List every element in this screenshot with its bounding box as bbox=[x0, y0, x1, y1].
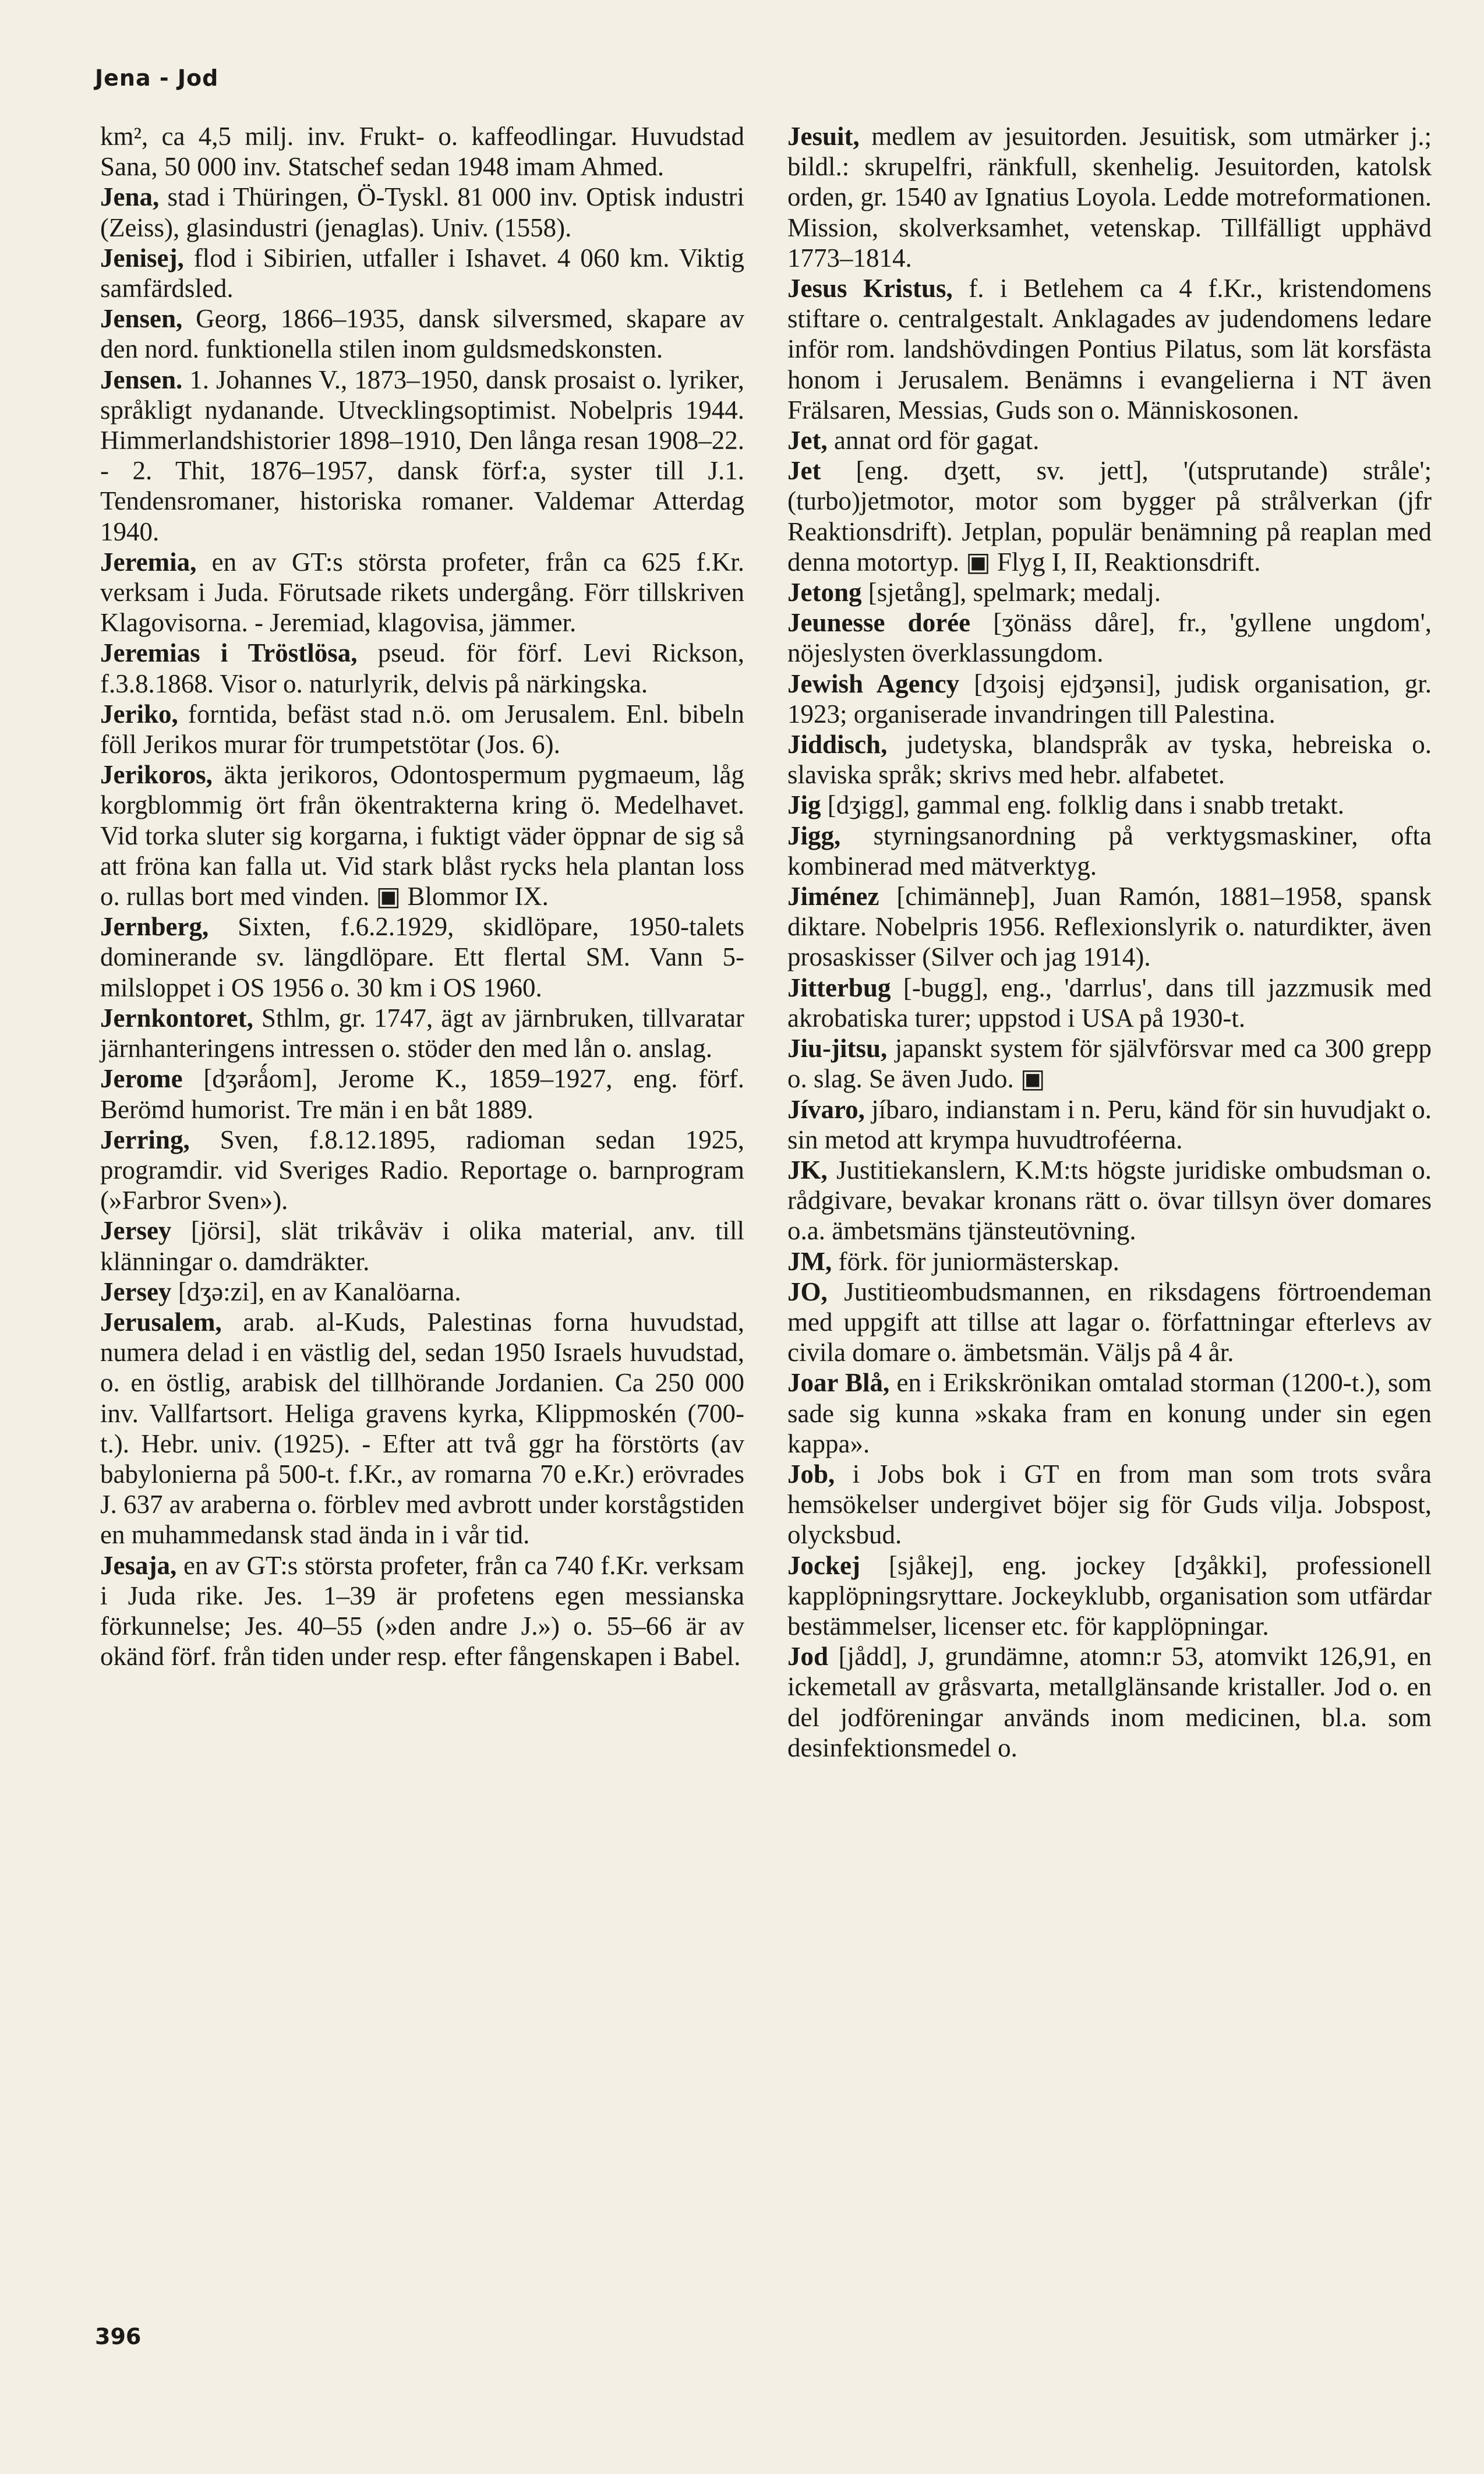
entry-headword: Jerome bbox=[100, 1064, 183, 1094]
entry-headword: Jena, bbox=[100, 182, 160, 212]
dictionary-entry bbox=[100, 182, 744, 242]
dictionary-entry bbox=[100, 365, 744, 547]
entry-headword: Jerring, bbox=[100, 1125, 190, 1154]
dictionary-entry bbox=[787, 273, 1432, 425]
entry-headword: Jesuit, bbox=[787, 122, 860, 151]
entry-text: stad i Thüringen, Ö-Tyskl. 81 000 inv. Optisk industri (Zeiss), glasindustri (jenaglas). Univ. (1558). bbox=[100, 182, 744, 242]
entry-text: [dʒərǻom], Jerome K., 1859–1927, eng. förf. Berömd humorist. Tre män i en båt 1889. bbox=[100, 1064, 744, 1124]
dictionary-entry bbox=[100, 1125, 744, 1216]
entry-text: jíbaro, indianstam i n. Peru, känd för sin huvudjakt o. sin metod att krympa huvudtroféerna. bbox=[787, 1094, 1432, 1154]
entry-headword: Jigg, bbox=[787, 821, 841, 850]
right-column bbox=[787, 121, 1432, 1763]
entry-text: annat ord för gagat. bbox=[827, 426, 1040, 455]
entry-text: äkta jerikoros, Odontospermum pygmaeum, låg korgblommig ört från ökentrakterna kring ö. Medelhavet. Vid torka sluter sig korgarna, i fuktigt väder öppnar de sig så att fröna kan falla ut. Vid stark blåst rycks hela plantan loss o. rullas bort med vinden. ▣ Blommor IX. bbox=[100, 760, 744, 911]
entry-text: Justitieombudsmannen, en riksdagens förtroendeman med uppgift att tillse att lagar o. författningar efterlevs av civila domare o. ämbetsmän. Väljs på 4 år. bbox=[787, 1277, 1432, 1367]
entry-text: flod i Sibirien, utfaller i Ishavet. 4 060 km. Viktig samfärdsled. bbox=[100, 243, 744, 303]
entry-headword: Joar Blå, bbox=[787, 1368, 890, 1398]
entry-headword: Jiddisch, bbox=[787, 730, 888, 759]
entry-text: [sjetång], spelmark; medalj. bbox=[861, 578, 1161, 607]
entry-text: en av GT:s största profeter, från ca 740 f.Kr. verksam i Juda rike. Jes. 1–39 är profetens egen messianska förkunnelse; Jes. 40–55 (»den andre J.») o. 55–66 är av okänd förf. från tiden under resp. efter fångenskapen i Babel. bbox=[100, 1550, 744, 1671]
dictionary-entry bbox=[100, 1277, 744, 1307]
dictionary-entry bbox=[787, 1550, 1432, 1642]
left-column bbox=[100, 121, 744, 1671]
entry-text: [ʒönäss dåre], fr., 'gyllene ungdom', nöjeslysten överklassungdom. bbox=[787, 608, 1432, 668]
entry-text: [chimänneþ], Juan Ramón, 1881–1958, spansk diktare. Nobelpris 1956. Reflexionslyrik o. naturdikter, även prosaskisser (Silver och jag 1914). bbox=[787, 882, 1432, 972]
entry-text: [jörsi], slät trikåväv i olika material, anv. till klänningar o. damdräkter. bbox=[100, 1216, 744, 1276]
entry-headword: Jockej bbox=[787, 1550, 860, 1580]
entry-text: en i Erikskrönikan omtalad storman (1200-t.), som sade sig kunna »skaka fram en konung under sin egen kappa». bbox=[787, 1368, 1432, 1458]
entry-headword: Jeremia, bbox=[100, 547, 197, 577]
entry-text: förk. för juniormästerskap. bbox=[832, 1246, 1119, 1276]
entry-headword: Jensen, bbox=[100, 304, 183, 334]
entry-text: [-bugg], eng., 'darrlus', dans till jazzmusik med akrobatiska turer; uppstod i USA på 1930-t. bbox=[787, 973, 1432, 1033]
entry-text: Sthlm, gr. 1747, ägt av järnbruken, tillvaratar järnhanteringens intressen o. stöder den med lån o. anslag. bbox=[100, 1003, 744, 1063]
dictionary-entry bbox=[787, 1641, 1432, 1763]
dictionary-entry bbox=[787, 821, 1432, 881]
entry-text: [dʒə:zi], en av Kanalöarna. bbox=[171, 1277, 461, 1306]
entry-headword: Jetong bbox=[787, 578, 862, 607]
dictionary-entry bbox=[787, 790, 1432, 820]
entry-headword: Jívaro, bbox=[787, 1094, 865, 1124]
dictionary-entry bbox=[787, 1246, 1432, 1277]
dictionary-entry bbox=[787, 669, 1432, 729]
entry-text: styrningsanordning på verktygsmaskiner, ofta kombinerad med mätverktyg. bbox=[787, 821, 1432, 881]
entry-headword: Jersey bbox=[100, 1277, 172, 1306]
entry-headword: Jeunesse dorée bbox=[787, 608, 971, 638]
dictionary-entry bbox=[100, 121, 744, 182]
entry-text: [dʒigg], gammal eng. folklig dans i snabb tretakt. bbox=[821, 790, 1345, 820]
entry-text: medlem av jesuitorden. Jesuitisk, som utmärker j.; bildl.: skrupelfri, ränkfull, skenhelig. Jesuitorden, katolsk orden, gr. 1540 av Ignatius Loyola. Ledde motreformationen. Mission, skolverksamhet, vetenskap. Tillfälligt upphävd 1773–1814. bbox=[787, 122, 1432, 273]
entry-headword: Jewish Agency bbox=[787, 669, 960, 698]
entry-headword: Jersey bbox=[100, 1216, 172, 1246]
dictionary-entry bbox=[787, 607, 1432, 668]
entry-headword: Jernberg, bbox=[100, 912, 209, 942]
dictionary-entry bbox=[100, 547, 744, 638]
dictionary-entry bbox=[100, 911, 744, 1003]
entry-text: i Jobs bok i GT en from man som trots svåra hemsökelser undergivet böjer sig för Guds vilja. Jobspost, olycksbud. bbox=[787, 1459, 1432, 1550]
dictionary-entry bbox=[787, 973, 1432, 1033]
entry-headword: Jiu-jitsu, bbox=[787, 1034, 888, 1063]
dictionary-entry bbox=[787, 1094, 1432, 1155]
dictionary-entry bbox=[787, 1277, 1432, 1368]
entry-headword: Jiménez bbox=[787, 882, 879, 911]
dictionary-entry bbox=[787, 121, 1432, 273]
entry-text: Sven, f.8.12.1895, radioman sedan 1925, programdir. vid Sveriges Radio. Reportage o. barnprogram (»Farbror Sven»). bbox=[100, 1125, 744, 1215]
entry-text: km², ca 4,5 milj. inv. Frukt- o. kaffeodlingar. Huvudstad Sana, 50 000 inv. Statschef sedan 1948 imam Ahmed. bbox=[100, 122, 744, 182]
dictionary-entry bbox=[787, 455, 1432, 577]
dictionary-entry bbox=[787, 1033, 1432, 1094]
dictionary-entry bbox=[787, 1155, 1432, 1246]
entry-text: japanskt system för självförsvar med ca 300 grepp o. slag. Se även Judo. ▣ bbox=[787, 1034, 1432, 1094]
entry-text: en av GT:s största profeter, från ca 625 f.Kr. verksam i Juda. Förutsade rikets undergång. Förr tillskriven Klagovisorna. - Jeremiad, klagovisa, jämmer. bbox=[100, 547, 744, 638]
entry-text: [dʒoisj ejdʒənsi], judisk organisation, gr. 1923; organiserade invandringen till Palestina. bbox=[787, 669, 1432, 729]
entry-headword: Jerikoros, bbox=[100, 760, 213, 790]
dictionary-entry bbox=[787, 1459, 1432, 1550]
dictionary-entry bbox=[787, 729, 1432, 790]
entry-text: pseud. för förf. Levi Rickson, f.3.8.1868. Visor o. naturlyrik, delvis på närkingska. bbox=[100, 638, 744, 698]
entry-headword: Jet bbox=[787, 456, 821, 486]
entry-headword: JK, bbox=[787, 1155, 828, 1185]
dictionary-entry bbox=[100, 1307, 744, 1550]
entry-headword: Jeriko, bbox=[100, 699, 178, 729]
running-head: Jena - Jod bbox=[95, 65, 219, 91]
dictionary-entry bbox=[100, 303, 744, 364]
entry-text: Georg, 1866–1935, dansk silversmed, skapare av den nord. funktionella stilen inom guldsmedskonsten. bbox=[100, 304, 744, 364]
dictionary-entry bbox=[100, 759, 744, 911]
entry-headword: JO, bbox=[787, 1277, 828, 1306]
dictionary-entry bbox=[787, 425, 1432, 455]
entry-headword: Jitterbug bbox=[787, 973, 891, 1002]
entry-text: [eng. dʒett, sv. jett], '(utsprutande) stråle'; (turbo)jetmotor, motor som bygger på strålverkan (jfr Reaktionsdrift). Jetplan, populär benämning på reaplan med denna motortyp. ▣ Flyg I, II, Reaktionsdrift. bbox=[787, 456, 1432, 577]
entry-headword: Jernkontoret, bbox=[100, 1003, 253, 1033]
dictionary-entry bbox=[787, 1367, 1432, 1459]
entry-headword: Jesus Kristus, bbox=[787, 274, 953, 303]
entry-text: judetyska, blandspråk av tyska, hebreiska o. slaviska språk; skrivs med hebr. alfabetet. bbox=[787, 730, 1432, 790]
entry-headword: Jeremias i Tröstlösa, bbox=[100, 638, 358, 668]
entry-text: Justitiekanslern, K.M:ts högste juridiske ombudsman o. rådgivare, bevakar kronans rätt o. övar tillsyn över domares o.a. ämbetsmäns tjänsteutövning. bbox=[787, 1155, 1432, 1246]
entry-text: 1. Johannes V., 1873–1950, dansk prosaist o. lyriker, språkligt nydanande. Utvecklingsoptimist. Nobelpris 1944. Himmerlandshistorier 1898–1910, Den långa resan 1908–22. - 2. Thit, 1876–1957, dansk förf:a, syster till J.1. Tendensromaner, historiska romaner. Valdemar Atterdag 1940. bbox=[100, 365, 744, 546]
dictionary-entry bbox=[100, 699, 744, 759]
page-number: 396 bbox=[95, 2324, 142, 2349]
dictionary-entry bbox=[100, 1003, 744, 1063]
dictionary-entry bbox=[787, 577, 1432, 607]
entry-headword: Jenisej, bbox=[100, 243, 184, 273]
entry-text: forntida, befäst stad n.ö. om Jerusalem. Enl. bibeln föll Jerikos murar för trumpetstötar (Jos. 6). bbox=[100, 699, 744, 759]
entry-headword: Jesaja, bbox=[100, 1550, 177, 1580]
dictionary-entry bbox=[100, 1550, 744, 1672]
entry-text: [jådd], J, grundämne, atomn:r 53, atomvikt 126,91, en ickemetall av gråsvarta, metallglänsande kristaller. Jod o. en del jodföreningar används inom medicinen, bl.a. som desinfektionsmedel o. bbox=[787, 1642, 1432, 1762]
dictionary-entry bbox=[100, 1215, 744, 1276]
entry-headword: Job, bbox=[787, 1459, 835, 1489]
entry-headword: Jensen. bbox=[100, 365, 183, 394]
dictionary-entry bbox=[100, 243, 744, 303]
entry-headword: Jod bbox=[787, 1642, 829, 1671]
entry-headword: JM, bbox=[787, 1246, 832, 1276]
entry-headword: Jerusalem, bbox=[100, 1307, 222, 1337]
dictionary-entry bbox=[100, 1063, 744, 1124]
entry-text: f. i Betlehem ca 4 f.Kr., kristendomens stiftare o. centralgestalt. Anklagades av judendomens ledare inför rom. landshövdingen Pontius Pilatus, som lät korsfästa honom i Jerusalem. Benämns i evangelierna i NT även Frälsaren, Messias, Guds son o. Människosonen. bbox=[787, 274, 1432, 425]
dictionary-entry bbox=[100, 638, 744, 698]
entry-text: arab. al-Kuds, Palestinas forna huvudstad, numera delad i en västlig del, sedan 1950 Israels huvudstad, o. en östlig, arabisk del tillhörande Jordanien. Ca 250 000 inv. Vallfartsort. Heliga gravens kyrka, Klippmoskén (700-t.). Hebr. univ. (1925). - Efter att två ggr ha förstörts (av babylonierna på 500-t. f.Kr., av romarna 70 e.Kr.) erövrades J. 637 av araberna o. förblev med avbrott under korstågstiden en muhammedansk stad ända in i vår tid. bbox=[100, 1307, 744, 1550]
entry-text: [sjåkej], eng. jockey [dʒåkki], professionell kapplöpningsryttare. Jockeyklubb, organisation som utfärdar bestämmelser, licenser etc. för kapplöpningar. bbox=[787, 1550, 1432, 1641]
entry-headword: Jig bbox=[787, 790, 821, 820]
entry-headword: Jet, bbox=[787, 426, 828, 455]
dictionary-entry bbox=[787, 881, 1432, 973]
entry-text: Sixten, f.6.2.1929, skidlöpare, 1950-talets dominerande sv. längdlöpare. Ett flertal SM. Vann 5-milsloppet i OS 1956 o. 30 km i OS 1960. bbox=[100, 912, 744, 1002]
